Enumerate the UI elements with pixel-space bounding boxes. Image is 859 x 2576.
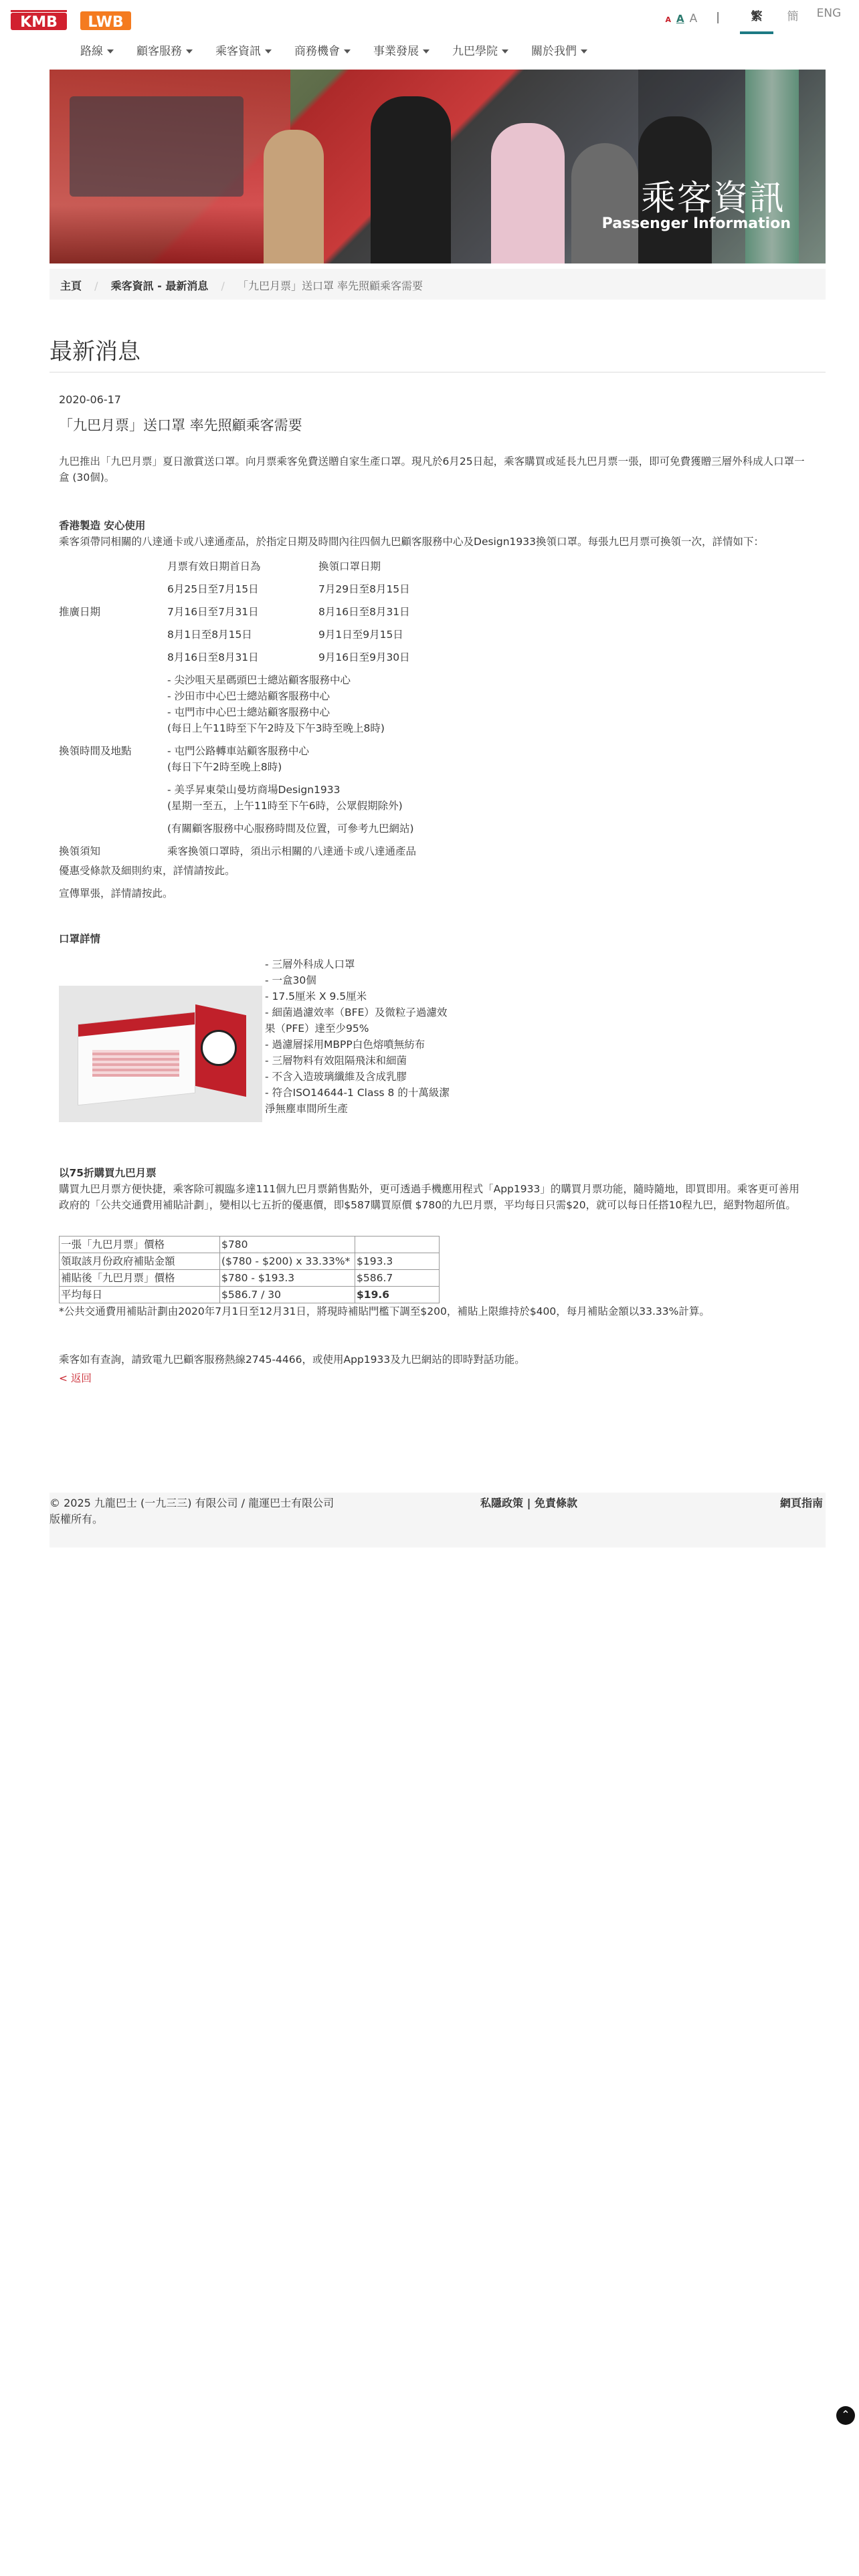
banner-person (491, 123, 565, 263)
list-item: - 細菌過濾效率（BFE）及微粒子過濾效果（PFE）達至少95% (265, 1006, 448, 1035)
table-row (59, 646, 416, 669)
schedule-valid: 8月1日至8月15日 (167, 629, 252, 641)
hero-banner (50, 70, 826, 263)
list-item: - 三層物料有效阻隔飛沫和細菌 (265, 1055, 407, 1067)
disclaimer-link[interactable]: 免責條款 (535, 1497, 578, 1509)
list-item: - 不含入造玻璃纖維及含成乳膠 (265, 1071, 407, 1083)
schedule-redeem: 9月1日至9月15日 (318, 629, 403, 641)
breadcrumb-current: 「九巴月票」送口罩 率先照顧乘客需要 (237, 280, 423, 292)
banner-subtitle: Passenger Information (601, 215, 791, 232)
banner-person (264, 130, 324, 263)
article-title: 「九巴月票」送口罩 率先照顧乘客需要 (59, 417, 302, 433)
centres-list-c: - 美孚昇東榮山曼坊商場Design1933 (星期一至五，上午11時至下午6時，公眾假期除外) (167, 784, 403, 812)
nav-academy[interactable]: 九巴學院 (452, 41, 508, 58)
schedule-valid: 8月16日至8月31日 (167, 651, 259, 663)
chevron-down-icon (186, 49, 193, 53)
site-guide-link[interactable]: 網頁指南 (779, 1497, 823, 1509)
table-row (59, 601, 416, 623)
list-item: - 17.5厘米 X 9.5厘米 (265, 990, 367, 1002)
terms-line[interactable]: 優惠受條款及細則約束，詳情請按此。 (59, 865, 235, 877)
notice-label: 換領須知 (59, 845, 101, 857)
centres-list-a: - 尖沙咀天星碼頭巴士總站顧客服務中心 - 沙田市中心巴士總站顧客服務中心 - 屯門市中心巴士總站顧客服務中心 (每日上午11時至下午2時及下午3時至晚上8時) (167, 674, 385, 734)
discount-heading: 以75折購買九巴月票 (59, 1167, 157, 1179)
banner-person (571, 143, 638, 263)
schedule-header-redeem: 換領口罩日期 (318, 560, 381, 572)
list-item: - 三層外科成人口罩 (265, 958, 355, 970)
time-location-label: 換領時間及地點 (59, 745, 132, 757)
breadcrumb-divider: / (221, 280, 225, 292)
lwb-logo[interactable] (80, 6, 131, 31)
font-size-small[interactable]: A (665, 15, 672, 24)
nav-routes[interactable]: 路線 (80, 41, 114, 58)
mask-box-image (59, 986, 262, 1122)
schedule-header-valid: 月票有效日期首日為 (167, 560, 261, 572)
mask-details (59, 956, 808, 1122)
lang-english[interactable]: ENG (816, 7, 842, 20)
table-row: 領取該月份政府補貼金額 ($780 - $200) x 33.33%* $193.3 (60, 1253, 440, 1270)
banner-title: 乘客資訊 (640, 179, 785, 219)
schedule-valid: 6月25日至7月15日 (167, 583, 259, 595)
breadcrumb-divider: / (94, 280, 98, 292)
chevron-down-icon (107, 49, 114, 53)
centres-list-b: - 屯門公路轉車站顧客服務中心 (每日下午2時至晚上8時) (167, 745, 310, 773)
site-footer (50, 1493, 826, 1547)
table-row (59, 623, 416, 646)
schedule-table (59, 555, 416, 863)
schedule-redeem: 8月16日至8月31日 (318, 606, 410, 618)
schedule-valid: 7月16日至7月31日 (167, 606, 259, 618)
hk-made-heading: 香港製造 安心使用 (59, 520, 146, 532)
centres-note: (有關顧客服務中心服務時間及位置，可參考九巴網站) (167, 823, 414, 835)
chevron-down-icon (265, 49, 272, 53)
notice-text: 乘客換領口罩時，須出示相關的八達通卡或八達通產品 (167, 845, 417, 857)
table-row (59, 555, 416, 578)
schedule-redeem: 9月16日至9月30日 (318, 651, 410, 663)
main-nav (80, 41, 610, 58)
page-title: 最新消息 (50, 338, 140, 365)
header-utilities (666, 7, 846, 34)
nav-passenger-info[interactable]: 乘客資訊 (215, 41, 272, 58)
privacy-link[interactable]: 私隱政策 (480, 1497, 524, 1509)
banner-overlay (638, 70, 826, 263)
breadcrumb (50, 269, 826, 300)
kmb-logo[interactable] (11, 6, 67, 31)
footer-links: 私隱政策 | 免責條款 (480, 1497, 578, 1509)
schedule-row-label: 推廣日期 (59, 606, 101, 618)
nav-about[interactable]: 關於我們 (531, 41, 587, 58)
table-row (59, 840, 416, 863)
nav-business[interactable]: 商務機會 (294, 41, 351, 58)
price-table (59, 1236, 440, 1303)
table-row: 補貼後「九巴月票」價格 $780 - $193.3 $586.7 (60, 1270, 440, 1287)
list-item: - 一盒30個 (265, 974, 316, 986)
svg-text:KMB: KMB (20, 14, 58, 30)
lang-traditional[interactable]: 繁 (740, 7, 773, 34)
chevron-down-icon (502, 49, 508, 53)
back-link[interactable]: < 返回 (59, 1372, 92, 1384)
breadcrumb-section[interactable]: 乘客資訊 - 最新消息 (110, 280, 209, 292)
article-date: 2020-06-17 (59, 393, 121, 406)
table-row (59, 740, 416, 778)
hk-made-text: 乘客須帶同相關的八達通卡或八達通產品，於指定日期及時間內往四個九巴顧客服務中心及Design1933換領口罩。每張九巴月票可換領一次，詳情如下： (59, 536, 764, 548)
nav-careers[interactable]: 事業發展 (373, 41, 430, 58)
mask-spec-list (265, 956, 452, 1122)
header-separator: | (716, 11, 720, 24)
language-switcher (737, 7, 846, 34)
chevron-down-icon (423, 49, 430, 53)
back-to-top-icon[interactable]: ⌃ (836, 2406, 855, 2425)
copyright: © 2025 九龍巴士 (一九三三) 有限公司 / 龍運巴士有限公司 版權所有。 (50, 1497, 335, 1525)
lang-simplified[interactable]: 簡 (787, 10, 799, 23)
chevron-down-icon (344, 49, 351, 53)
discount-text: 購買九巴月票方便快捷，乘客除可親臨多達111個九巴月票銷售點外，更可透過手機應用程式「App1933」的購買月票功能，隨時隨地，即買即用。乘客更可善用政府的「公共交通費用補貼計劃」，變相以七五折的優惠價，即$587購買原價 $780的九巴月票，平均每日只需$20，就可以每日任搭10程九巴，絕對物超所值。 (59, 1183, 799, 1211)
list-item: - 過濾層採用MBPP白色熔噴無紡布 (265, 1039, 425, 1051)
table-row (59, 817, 416, 840)
contact-line: 乘客如有查詢，請致電九巴顧客服務熱線2745-4466，或使用App1933及九巴網站的即時對話功能。 (59, 1354, 525, 1366)
banner-person (371, 96, 451, 263)
table-row: 一張「九巴月票」價格 $780 (60, 1237, 440, 1253)
table-row: 平均每日 $586.7 / 30 $19.6 (60, 1287, 440, 1303)
list-item: - 符合ISO14644-1 Class 8 的十萬級潔淨無塵車間所生產 (265, 1087, 450, 1115)
table-row (59, 669, 416, 740)
mask-heading: 口罩詳情 (59, 933, 101, 945)
subsidy-footnote: *公共交通費用補貼計劃由2020年7月1日至12月31日，將現時補貼門檻下調至$200，補貼上限維持於$400，每月補貼金額以33.33%計算。 (59, 1305, 710, 1317)
svg-text:LWB: LWB (88, 14, 124, 30)
site-header (0, 0, 859, 67)
font-size-large[interactable]: A (689, 12, 698, 25)
font-size-switcher (666, 12, 698, 25)
chevron-down-icon (581, 49, 587, 53)
font-size-medium[interactable]: A (676, 13, 684, 25)
article-intro: 九巴推出「九巴月票」夏日激賞送口罩。向月票乘客免費送贈自家生產口罩。現凡於6月25日起，乘客購買或延長九巴月票一張，即可免費獲贈三層外科成人口罩一盒 (30個)。 (59, 455, 805, 484)
banner-bus-window (70, 96, 244, 197)
table-row (59, 778, 416, 817)
breadcrumb-home[interactable]: 主頁 (60, 280, 82, 292)
nav-customer-service[interactable]: 顧客服務 (136, 41, 193, 58)
article-content (59, 392, 808, 1386)
table-row (59, 578, 416, 601)
schedule-redeem: 7月29日至8月15日 (318, 583, 410, 595)
promo-line[interactable]: 宣傳單張，詳情請按此。 (59, 887, 173, 899)
